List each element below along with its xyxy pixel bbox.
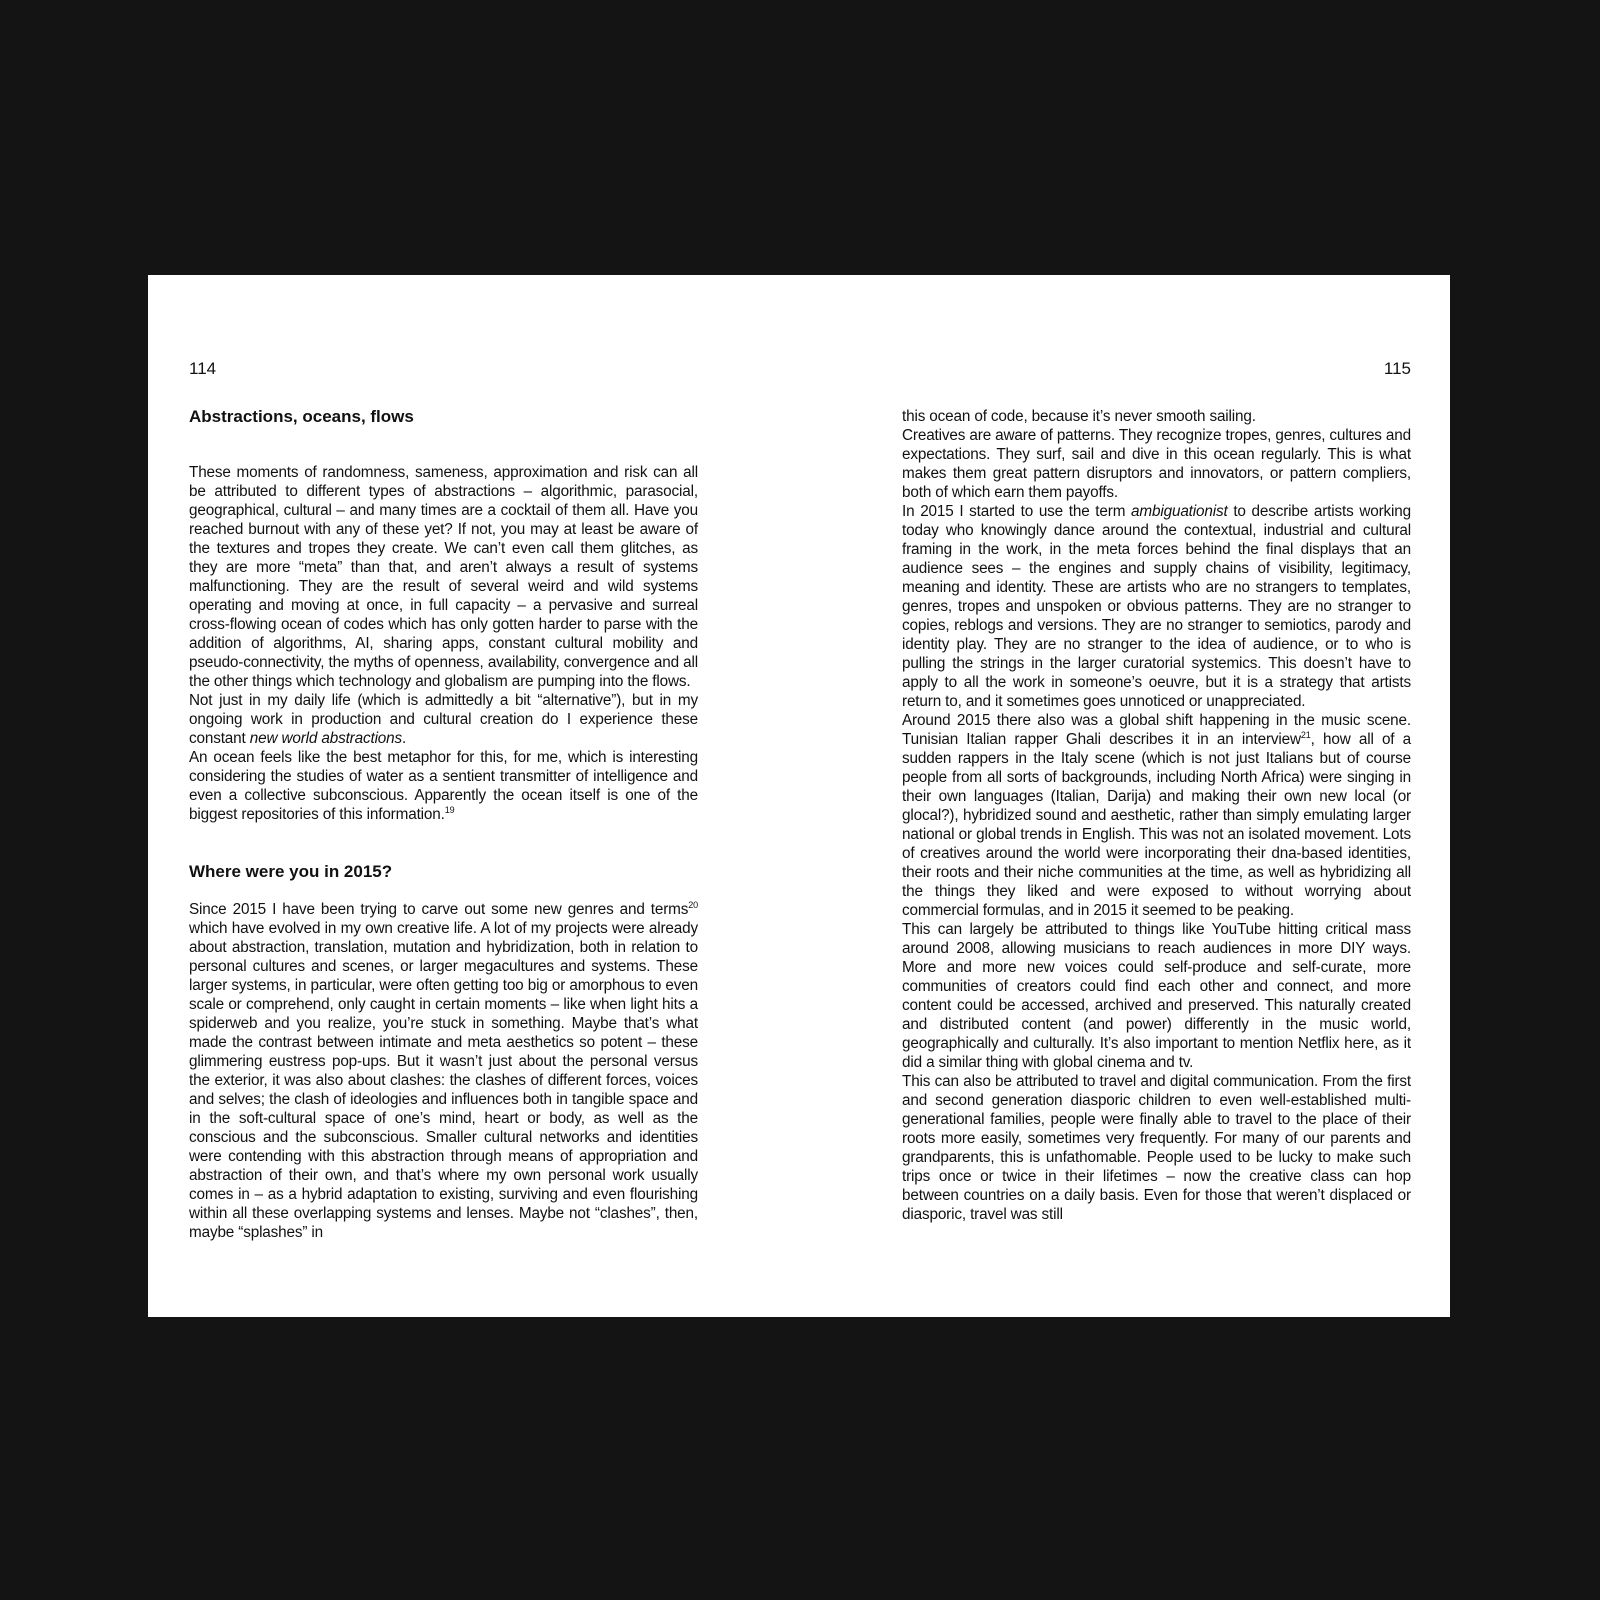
text-run: An ocean feels like the best metaphor for this, for me, which is interesting considering the studies of water as a sentient transmitter of intelligence and even a collective subconscious. Apparently the ocean itself is one of the biggest repositories of this information. bbox=[189, 749, 698, 823]
paragraph: These moments of randomness, sameness, approximation and risk can all be attributed to different types of abstractions – algorithmic, parasocial, geographical, cultural – and many times are a cocktail of them all. Have you reached burnout with any of these yet? If not, you may at least be aware of the textures and tropes they create. We can’t even call them glitches, as they are more “meta” than that, and aren’t always a result of systems malfunctioning. They are the result of several weird and wild systems operating and moving at once, in full capacity – a pervasive and surreal cross-flowing ocean of codes which has only gotten harder to parse with the addition of algorithms, AI, sharing apps, constant cultural mobility and pseudo-connectivity, the myths of openness, availability, convergence and all the other things which technology and globalism are pumping into the flows. bbox=[189, 464, 698, 690]
text-run: to describe artists working today who knowingly dance around the contextual, industrial and cultural framing in the work, in the meta forces behind the final displays that an audience sees – the engines and supply chains of visibility, legitimacy, meaning and identity. These are artists who are no strangers to templates, genres, tropes and unspoken or obvious patterns. They are no stranger to copies, reblogs and versions. They are no stranger to semiotics, parody and identity play. They are no stranger to the idea of audience, or to who is pulling the strings in the larger curatorial systemics. This doesn’t have to apply to all the work in someone’s oeuvre, but it is a strategy that artists return to, and it sometimes goes unnoticed or unappreciated. bbox=[902, 503, 1412, 710]
paragraph bbox=[189, 748, 698, 824]
italic-term: ambiguationist bbox=[1131, 503, 1228, 520]
text-run: , how all of a sudden rappers in the Italy scene (which is not just Italians but of course people from all sorts of backgrounds, including North Africa) were singing in their own languages (Italian, Darija) and making their own new local (or glocal?), hybridized sound and aesthetic, rather than simply emulating larger national or global trends in English. This was not an isolated movement. Lots of creatives around the world were incorporating their dna-based identities, their roots and their niche communities at the time, as well as hybridizing all the things they liked and were exposed to without worrying about commercial formulas, and in 2015 it seemed to be peaking. bbox=[902, 731, 1412, 919]
left-page bbox=[189, 275, 698, 1317]
section-body-abstractions bbox=[189, 463, 698, 824]
book-spread bbox=[148, 275, 1450, 1317]
paragraph: this ocean of code, because it’s never smooth sailing. bbox=[902, 408, 1256, 425]
right-page-body bbox=[902, 407, 1411, 1224]
paragraph bbox=[902, 711, 1411, 920]
paragraph bbox=[189, 900, 698, 1242]
page-number-right: 115 bbox=[1383, 359, 1411, 378]
paragraph bbox=[902, 502, 1411, 711]
paragraph: This can also be attributed to travel and digital communication. From the first and second generation diasporic children to even well-established multi-generational families, people were finally able to travel to the place of their roots more easily, sometimes very frequently. For many of our parents and grandparents, this is unfathomable. People used to be lucky to make such trips once or twice in their lifetimes – now the creative class can hop between countries on a daily basis. Even for those that weren’t displaced or diasporic, travel was still bbox=[902, 1073, 1411, 1223]
paragraph: This can largely be attributed to things like YouTube hitting critical mass around 2008, allowing musicians to reach audiences in more DIY ways. More and more new voices could self-produce and self-curate, more communities of creators could find each other and connect, and more content could be accessed, archived and preserved. This naturally created and distributed content (and power) differently in the music world, geographically and culturally. It’s also important to mention Netflix here, as it did a similar thing with global cinema and tv. bbox=[902, 921, 1411, 1071]
section-heading-abstractions: Abstractions, oceans, flows bbox=[189, 407, 414, 426]
footnote-ref-19: 19 bbox=[444, 805, 455, 815]
text-run: Not just in my daily life (which is admittedly a bit “alternative”), but in my ongoing work in production and cultural creation do I experience these constant bbox=[189, 692, 698, 747]
footnote-ref-21: 21 bbox=[1300, 730, 1311, 740]
text-run: In 2015 I started to use the term bbox=[902, 503, 1132, 520]
page-number-left: 114 bbox=[189, 359, 217, 378]
text-run: . bbox=[402, 730, 407, 747]
paragraph bbox=[189, 691, 698, 748]
footnote-ref-20: 20 bbox=[688, 900, 698, 910]
text-run: Around 2015 there also was a global shift happening in the music scene. Tunisian Italian rapper Ghali describes it in an interview bbox=[902, 712, 1411, 748]
text-run: which have evolved in my own creative life. A lot of my projects were already about abstraction, translation, mutation and hybridization, both in relation to personal cultures and scenes, or larger megacultures and systems. These larger systems, in particular, were often getting too big or amorphous to even scale or comprehend, only caught in certain moments – like when light hits a spiderweb and you realize, you’re stuck in something. Maybe that’s what made the contrast between intimate and meta aesthetics so potent – these glimmering eustress pop-ups. But it wasn’t just about the personal versus the exterior, it was also about clashes: the clashes of different forces, voices and selves; the clash of ideologies and influences both in tangible space and in the soft-cultural space of one’s mind, heart or body, as well as the conscious and the subconscious. Smaller cultural networks and identities were contending with this abstraction through means of appropriation and abstraction of their own, and that’s where my own personal work usually comes in – as a hybrid adaptation to existing, surviving and even flourishing within all these overlapping systems and lenses. Maybe not “clashes”, then, maybe “splashes” in bbox=[189, 920, 698, 1241]
right-page bbox=[902, 275, 1411, 1317]
section-body-2015 bbox=[189, 900, 698, 1242]
italic-term: new world abstractions bbox=[249, 730, 403, 747]
paragraph: Creatives are aware of patterns. They recognize tropes, genres, cultures and expectations. They surf, sail and dive in this ocean regularly. This is what makes them great pattern disruptors and innovators, or pattern compliers, both of which earn them payoffs. bbox=[902, 427, 1411, 501]
section-heading-2015: Where were you in 2015? bbox=[189, 862, 393, 881]
text-run: Since 2015 I have been trying to carve out some new genres and terms bbox=[189, 901, 689, 918]
